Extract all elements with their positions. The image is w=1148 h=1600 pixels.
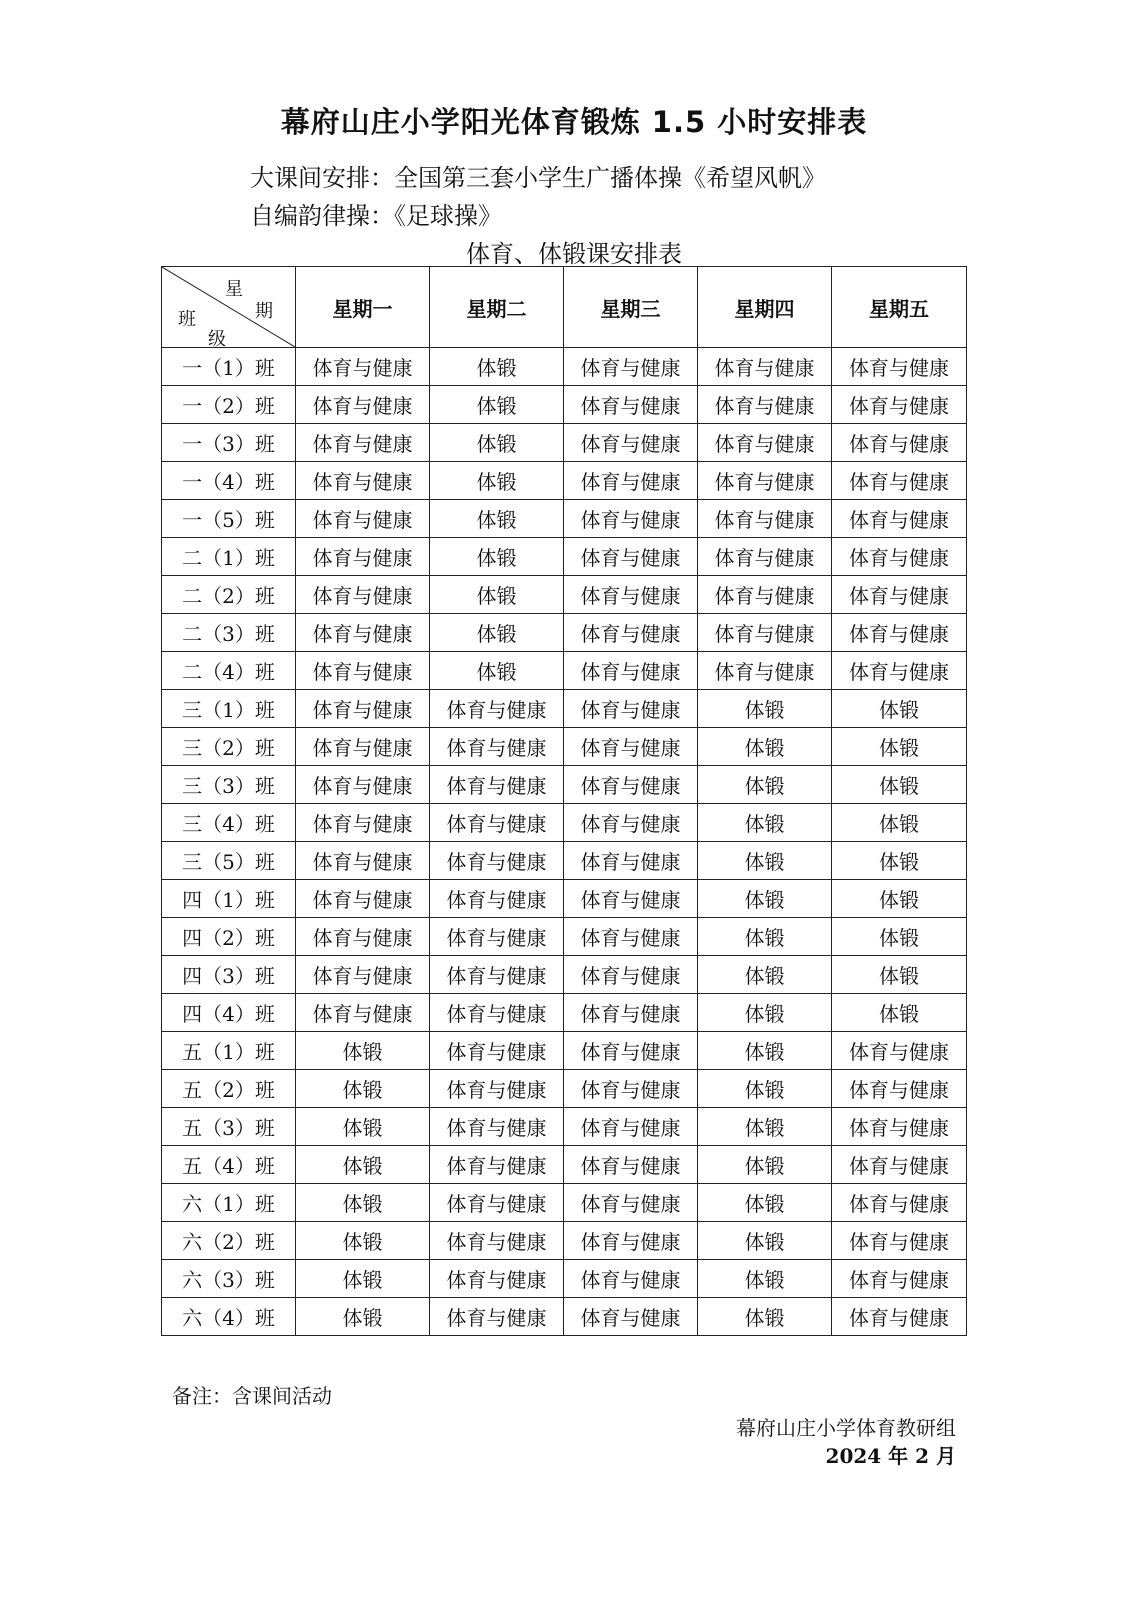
- schedule-cell: 体锻: [430, 386, 564, 424]
- schedule-cell: 体育与健康: [832, 1298, 967, 1336]
- schedule-cell: 体育与健康: [430, 1298, 564, 1336]
- schedule-cell: 体育与健康: [296, 766, 430, 804]
- corner-label-ban: 班: [178, 309, 196, 330]
- class-label-cell: 五（3）班: [162, 1108, 296, 1146]
- schedule-cell: 体育与健康: [832, 1184, 967, 1222]
- schedule-cell: 体锻: [430, 576, 564, 614]
- schedule-cell: 体育与健康: [296, 500, 430, 538]
- rhythm-exercise-line: 自编韵律操：《足球操》: [250, 202, 502, 230]
- schedule-cell: 体锻: [698, 1070, 832, 1108]
- schedule-cell: 体锻: [698, 1184, 832, 1222]
- table-subtitle: 体育、体锻课安排表: [466, 240, 682, 268]
- table-row: [162, 880, 967, 918]
- schedule-cell: 体育与健康: [564, 424, 698, 462]
- schedule-cell: 体育与健康: [832, 652, 967, 690]
- class-label-cell: 三（1）班: [162, 690, 296, 728]
- schedule-cell: 体育与健康: [296, 576, 430, 614]
- schedule-cell: 体育与健康: [698, 614, 832, 652]
- schedule-cell: 体锻: [698, 956, 832, 994]
- schedule-cell: 体育与健康: [296, 918, 430, 956]
- class-label-cell: 四（2）班: [162, 918, 296, 956]
- schedule-cell: 体锻: [698, 1146, 832, 1184]
- table-row: [162, 614, 967, 652]
- schedule-cell: 体锻: [296, 1146, 430, 1184]
- schedule-cell: 体育与健康: [296, 538, 430, 576]
- schedule-cell: 体锻: [698, 1032, 832, 1070]
- schedule-cell: 体育与健康: [832, 500, 967, 538]
- schedule-cell: 体育与健康: [832, 1146, 967, 1184]
- schedule-cell: 体锻: [698, 1222, 832, 1260]
- schedule-cell: 体育与健康: [296, 348, 430, 386]
- schedule-cell: 体育与健康: [296, 386, 430, 424]
- table-row: [162, 462, 967, 500]
- table-row: [162, 842, 967, 880]
- table-row: [162, 348, 967, 386]
- class-label-cell: 四（3）班: [162, 956, 296, 994]
- table-row: [162, 424, 967, 462]
- schedule-cell: 体育与健康: [564, 652, 698, 690]
- schedule-cell: 体锻: [698, 842, 832, 880]
- schedule-cell: 体育与健康: [564, 500, 698, 538]
- schedule-cell: 体锻: [296, 1260, 430, 1298]
- schedule-cell: 体育与健康: [430, 1260, 564, 1298]
- class-label-cell: 三（4）班: [162, 804, 296, 842]
- corner-header-cell: [162, 267, 296, 348]
- schedule-cell: 体育与健康: [296, 842, 430, 880]
- schedule-cell: 体育与健康: [296, 462, 430, 500]
- schedule-cell: 体锻: [698, 804, 832, 842]
- schedule-cell: 体育与健康: [564, 1222, 698, 1260]
- class-label-cell: 六（4）班: [162, 1298, 296, 1336]
- schedule-cell: 体育与健康: [698, 538, 832, 576]
- schedule-cell: 体育与健康: [832, 1222, 967, 1260]
- schedule-cell: 体育与健康: [698, 348, 832, 386]
- schedule-cell: 体锻: [296, 1070, 430, 1108]
- table-row: [162, 994, 967, 1032]
- schedule-cell: 体育与健康: [564, 538, 698, 576]
- schedule-cell: 体锻: [832, 804, 967, 842]
- table-row: [162, 956, 967, 994]
- schedule-cell: 体育与健康: [430, 1222, 564, 1260]
- break-arrangement-line: 大课间安排：全国第三套小学生广播体操《希望风帆》: [250, 164, 826, 192]
- schedule-cell: 体锻: [296, 1184, 430, 1222]
- schedule-cell: 体锻: [698, 880, 832, 918]
- class-label-cell: 一（3）班: [162, 424, 296, 462]
- schedule-cell: 体育与健康: [832, 424, 967, 462]
- class-label-cell: 一（5）班: [162, 500, 296, 538]
- schedule-cell: 体育与健康: [296, 728, 430, 766]
- schedule-cell: 体育与健康: [564, 880, 698, 918]
- class-label-cell: 四（4）班: [162, 994, 296, 1032]
- schedule-cell: 体育与健康: [564, 918, 698, 956]
- schedule-cell: 体育与健康: [564, 728, 698, 766]
- header-row: [162, 267, 967, 348]
- class-label-cell: 二（1）班: [162, 538, 296, 576]
- signature-date: 2024 年 2 月: [825, 1444, 956, 1468]
- schedule-cell: 体锻: [832, 766, 967, 804]
- class-label-cell: 二（4）班: [162, 652, 296, 690]
- schedule-cell: 体育与健康: [564, 1298, 698, 1336]
- table-row: [162, 1146, 967, 1184]
- class-label-cell: 二（2）班: [162, 576, 296, 614]
- schedule-cell: 体锻: [698, 1260, 832, 1298]
- class-label-cell: 一（1）班: [162, 348, 296, 386]
- schedule-cell: 体育与健康: [564, 1260, 698, 1298]
- class-label-cell: 四（1）班: [162, 880, 296, 918]
- class-label-cell: 五（4）班: [162, 1146, 296, 1184]
- class-label-cell: 三（2）班: [162, 728, 296, 766]
- table-row: [162, 652, 967, 690]
- schedule-cell: 体育与健康: [564, 804, 698, 842]
- schedule-cell: 体育与健康: [698, 424, 832, 462]
- schedule-cell: 体锻: [832, 690, 967, 728]
- table-row: [162, 690, 967, 728]
- schedule-cell: 体锻: [430, 538, 564, 576]
- table-row: [162, 500, 967, 538]
- schedule-cell: 体育与健康: [832, 348, 967, 386]
- schedule-cell: 体育与健康: [430, 1032, 564, 1070]
- table-row: [162, 386, 967, 424]
- schedule-cell: 体育与健康: [832, 1032, 967, 1070]
- schedule-cell: 体锻: [832, 842, 967, 880]
- schedule-cell: 体锻: [698, 766, 832, 804]
- day-header-wednesday: 星期三: [564, 267, 698, 348]
- signature-org: 幕府山庄小学体育教研组: [736, 1416, 956, 1440]
- schedule-cell: 体育与健康: [564, 614, 698, 652]
- schedule-cell: 体育与健康: [698, 386, 832, 424]
- schedule-cell: 体育与健康: [296, 880, 430, 918]
- schedule-cell: 体锻: [430, 614, 564, 652]
- schedule-cell: 体锻: [832, 994, 967, 1032]
- schedule-table: [161, 266, 967, 1336]
- day-header-monday: 星期一: [296, 267, 430, 348]
- schedule-cell: 体育与健康: [564, 348, 698, 386]
- schedule-cell: 体育与健康: [430, 918, 564, 956]
- table-row: [162, 766, 967, 804]
- schedule-cell: 体育与健康: [430, 1108, 564, 1146]
- schedule-cell: 体育与健康: [430, 690, 564, 728]
- schedule-cell: 体育与健康: [698, 462, 832, 500]
- class-label-cell: 六（3）班: [162, 1260, 296, 1298]
- schedule-cell: 体锻: [698, 994, 832, 1032]
- schedule-cell: 体育与健康: [430, 1146, 564, 1184]
- schedule-cell: 体育与健康: [832, 1260, 967, 1298]
- schedule-cell: 体育与健康: [296, 614, 430, 652]
- page-title: 幕府山庄小学阳光体育锻炼 1.5 小时安排表: [280, 105, 868, 139]
- schedule-cell: 体锻: [698, 918, 832, 956]
- corner-label-qi: 期: [255, 301, 273, 322]
- schedule-cell: 体育与健康: [832, 538, 967, 576]
- schedule-cell: 体育与健康: [564, 766, 698, 804]
- class-label-cell: 六（2）班: [162, 1222, 296, 1260]
- schedule-cell: 体育与健康: [564, 842, 698, 880]
- schedule-cell: 体育与健康: [564, 1032, 698, 1070]
- schedule-cell: 体育与健康: [296, 956, 430, 994]
- schedule-cell: 体育与健康: [430, 804, 564, 842]
- table-row: [162, 918, 967, 956]
- schedule-cell: 体育与健康: [564, 386, 698, 424]
- schedule-cell: 体锻: [430, 348, 564, 386]
- footnote: 备注：含课间活动: [172, 1384, 332, 1408]
- schedule-cell: 体育与健康: [296, 652, 430, 690]
- schedule-cell: 体育与健康: [564, 1070, 698, 1108]
- table-row: [162, 1222, 967, 1260]
- schedule-cell: 体育与健康: [564, 994, 698, 1032]
- schedule-cell: 体锻: [832, 918, 967, 956]
- schedule-cell: 体锻: [296, 1108, 430, 1146]
- table-row: [162, 1298, 967, 1336]
- class-label-cell: 三（5）班: [162, 842, 296, 880]
- day-header-tuesday: 星期二: [430, 267, 564, 348]
- schedule-cell: 体育与健康: [430, 728, 564, 766]
- table-row: [162, 538, 967, 576]
- class-label-cell: 一（2）班: [162, 386, 296, 424]
- schedule-cell: 体育与健康: [832, 1108, 967, 1146]
- schedule-cell: 体育与健康: [832, 614, 967, 652]
- day-header-friday: 星期五: [832, 267, 967, 348]
- schedule-cell: 体育与健康: [296, 424, 430, 462]
- schedule-cell: 体锻: [296, 1222, 430, 1260]
- schedule-cell: 体锻: [296, 1032, 430, 1070]
- schedule-cell: 体育与健康: [564, 956, 698, 994]
- schedule-cell: 体锻: [832, 956, 967, 994]
- schedule-cell: 体锻: [430, 500, 564, 538]
- schedule-cell: 体育与健康: [698, 652, 832, 690]
- schedule-cell: 体锻: [430, 652, 564, 690]
- table-row: [162, 1108, 967, 1146]
- schedule-cell: 体育与健康: [296, 994, 430, 1032]
- schedule-cell: 体锻: [430, 424, 564, 462]
- class-label-cell: 五（1）班: [162, 1032, 296, 1070]
- schedule-cell: 体锻: [296, 1298, 430, 1336]
- table-row: [162, 1032, 967, 1070]
- schedule-cell: 体锻: [698, 1298, 832, 1336]
- table-row: [162, 1260, 967, 1298]
- schedule-cell: 体锻: [698, 690, 832, 728]
- schedule-cell: 体育与健康: [564, 1146, 698, 1184]
- table-row: [162, 728, 967, 766]
- schedule-cell: 体育与健康: [430, 842, 564, 880]
- schedule-cell: 体锻: [832, 880, 967, 918]
- schedule-cell: 体育与健康: [430, 1070, 564, 1108]
- schedule-cell: 体育与健康: [832, 386, 967, 424]
- class-label-cell: 三（3）班: [162, 766, 296, 804]
- class-label-cell: 一（4）班: [162, 462, 296, 500]
- table-row: [162, 1184, 967, 1222]
- schedule-cell: 体育与健康: [832, 1070, 967, 1108]
- schedule-cell: 体育与健康: [430, 956, 564, 994]
- schedule-cell: 体育与健康: [296, 690, 430, 728]
- schedule-cell: 体育与健康: [564, 1108, 698, 1146]
- schedule-cell: 体育与健康: [564, 690, 698, 728]
- schedule-cell: 体育与健康: [296, 804, 430, 842]
- schedule-cell: 体育与健康: [430, 1184, 564, 1222]
- class-label-cell: 六（1）班: [162, 1184, 296, 1222]
- schedule-cell: 体育与健康: [698, 500, 832, 538]
- class-label-cell: 五（2）班: [162, 1070, 296, 1108]
- schedule-cell: 体育与健康: [430, 994, 564, 1032]
- schedule-body: [162, 348, 967, 1336]
- schedule-cell: 体育与健康: [430, 880, 564, 918]
- schedule-cell: 体育与健康: [564, 1184, 698, 1222]
- schedule-cell: 体育与健康: [698, 576, 832, 614]
- schedule-cell: 体锻: [698, 1108, 832, 1146]
- schedule-cell: 体育与健康: [832, 462, 967, 500]
- day-header-thursday: 星期四: [698, 267, 832, 348]
- schedule-cell: 体育与健康: [564, 462, 698, 500]
- corner-label-xing: 星: [225, 279, 243, 300]
- schedule-cell: 体育与健康: [564, 576, 698, 614]
- table-row: [162, 804, 967, 842]
- schedule-cell: 体锻: [698, 728, 832, 766]
- schedule-cell: 体锻: [832, 728, 967, 766]
- schedule-cell: 体育与健康: [430, 766, 564, 804]
- table-row: [162, 576, 967, 614]
- class-label-cell: 二（3）班: [162, 614, 296, 652]
- table-row: [162, 1070, 967, 1108]
- schedule-cell: 体育与健康: [832, 576, 967, 614]
- schedule-cell: 体锻: [430, 462, 564, 500]
- corner-label-ji: 级: [208, 329, 226, 348]
